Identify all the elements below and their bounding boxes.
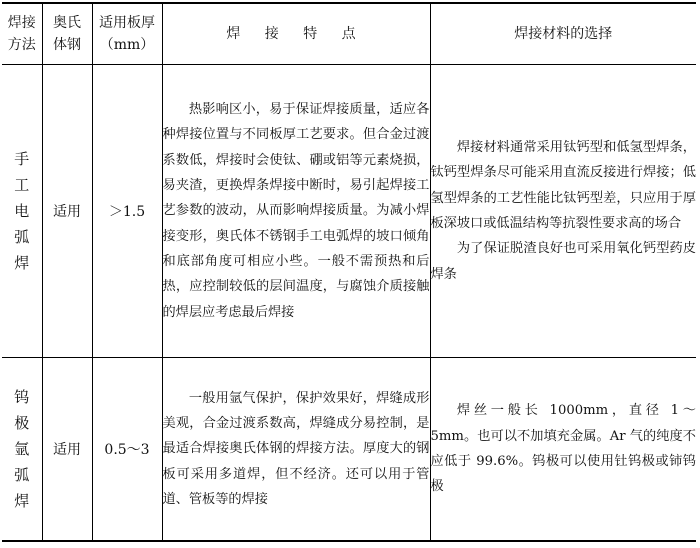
materials-text: 焊丝一般长 1000mm，直径 1～5mm。也可以不加填充金属。Ar 气的纯度不应低于 99.6%。钨极可以使用钍钨极或铈钨极 (430, 403, 696, 495)
header-thickness (92, 3, 162, 65)
materials-cell (430, 358, 696, 542)
thickness-cell: 0.5～3 (92, 358, 162, 542)
method-char: 电 (14, 202, 30, 220)
materials-cell (430, 65, 696, 358)
header-thickness-line2: （mm） (99, 37, 155, 53)
header-steel-line2: 体钢 (53, 37, 81, 53)
method-char: 极 (14, 414, 30, 432)
method-char: 焊 (14, 492, 30, 510)
method-char: 工 (14, 176, 30, 194)
materials-text: 为了保证脱渣良好也可采用氧化钙型药皮焊条 (430, 241, 696, 282)
method-char: 弧 (14, 228, 30, 246)
header-row (2, 3, 696, 65)
header-method (2, 3, 42, 65)
header-materials: 焊接材料的选择 (430, 3, 696, 65)
features-text: 热影响区小，易于保证焊接质量，适应各种焊接位置与不同板厚工艺要求。但合金过渡系数低，焊接时会使钛、硼或铝等元素烧损，易夹渣，更换焊条焊接中断时，易引起焊接工艺参数的波动，从而影响焊接质量。为减小焊接变形，奥氏体不锈钢手工电弧焊的坡口倾角和底部角度可相应小些。一般不需预热和后热，应控制较低的层间温度，与腐蚀介质接触的焊层应考虑最后焊接 (162, 102, 430, 320)
table-row (2, 65, 696, 358)
method-cell (2, 65, 42, 358)
method-char: 钨 (14, 388, 30, 406)
applicable-cell: 适用 (42, 358, 92, 542)
header-thickness-line1: 适用板厚 (99, 15, 155, 31)
method-cell (2, 358, 42, 542)
header-method-line1: 焊接 (7, 15, 36, 31)
features-cell (162, 358, 430, 542)
method-char: 手 (14, 150, 30, 168)
features-text: 一般用氩气保护，保护效果好，焊缝成形美观，合金过渡系数高，焊缝成分易控制，是最适合焊接奥氏体钢的焊接方法。厚度大的钢板可采用多道焊，但不经济。还可以用于管道、管板等的焊接 (162, 390, 430, 507)
header-steel (42, 3, 92, 65)
header-features: 焊 接 特 点 (162, 3, 430, 65)
materials-text: 焊接材料通常采用钛钙型和低氢型焊条，钛钙型焊条尽可能采用直流反接进行焊接；低氢型焊条的工艺性能比钛钙型差，只应用于厚板深坡口或低温结构等抗裂性要求高的场合 (430, 140, 696, 231)
header-method-line2: 方法 (7, 37, 36, 53)
features-cell (162, 65, 430, 358)
thickness-cell: ＞1.5 (92, 65, 162, 358)
method-char: 焊 (14, 254, 30, 272)
applicable-cell: 适用 (42, 65, 92, 358)
header-steel-line1: 奥氏 (53, 15, 81, 31)
table-row (2, 358, 696, 542)
welding-methods-table (2, 2, 696, 542)
method-char: 弧 (14, 466, 30, 484)
method-char: 氩 (14, 440, 30, 458)
